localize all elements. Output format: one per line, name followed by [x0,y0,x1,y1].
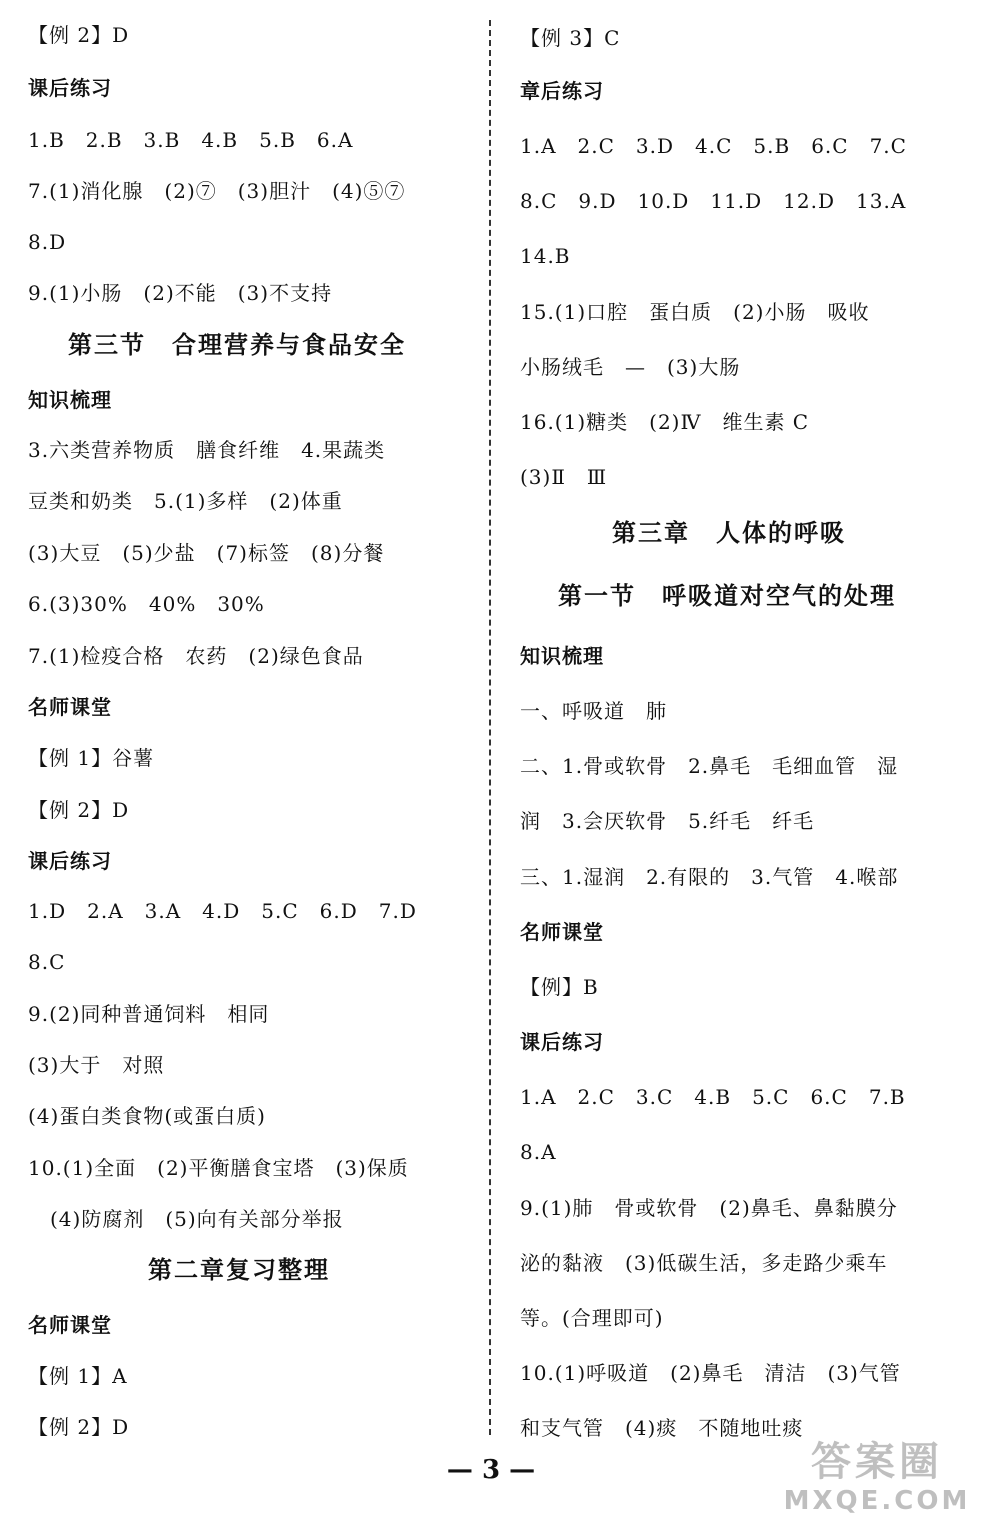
section-heading: 第一节 呼吸道对空气的处理 [558,582,896,610]
answer-line: 8.C [28,950,66,974]
answer-line: 8.A [520,1140,557,1164]
answer-line: (3)大豆 (5)少盐 (7)标签 (8)分餐 [28,541,385,565]
page-number: — 3 — [446,1455,536,1485]
answer-line: 三、1.湿润 2.有限的 3.气管 4.喉部 [520,865,899,889]
subsection-label: 章后练习 [520,79,604,103]
answer-line: 泌的黏液 (3)低碳生活，多走路少乘车 [520,1251,888,1275]
answer-line: 【例 3】C [520,26,621,50]
watermark-logo-text: 答案圈 [811,1439,943,1485]
watermark-url: MXQE.COM [783,1486,971,1516]
answer-line: 润 3.会厌软骨 5.纤毛 纤毛 [520,809,815,833]
subsection-label: 知识梳理 [28,388,112,412]
answer-line: 1.A 2.C 3.C 4.B 5.C 6.C 7.B [520,1085,906,1109]
subsection-label: 名师课堂 [28,695,112,719]
answer-line: 【例 1】谷薯 [28,746,155,770]
answer-line: 10.(1)呼吸道 (2)鼻毛 清洁 (3)气管 [520,1361,901,1385]
answer-line: 16.(1)糖类 (2)Ⅳ 维生素 C [520,410,810,434]
subsection-label: 课后练习 [28,76,112,100]
answer-line: 9.(1)小肠 (2)不能 (3)不支持 [28,281,333,305]
column-divider [489,20,491,1435]
watermark [782,1438,972,1528]
answer-line: (3)Ⅱ Ⅲ [520,465,608,489]
answer-line: 8.D [28,230,67,254]
answer-line: 豆类和奶类 5.(1)多样 (2)体重 [28,489,343,513]
answer-line: 9.(2)同种普通饲料 相同 [28,1002,270,1026]
answer-line: 9.(1)肺 骨或软骨 (2)鼻毛、鼻黏膜分 [520,1196,898,1220]
answer-line: 【例 2】D [28,23,130,47]
answer-line: 一、呼吸道 肺 [520,699,667,723]
answer-line: 7.(1)检疫合格 农药 (2)绿色食品 [28,644,364,668]
answer-line: 【例】B [520,975,599,999]
answer-line: 等。(合理即可) [520,1306,664,1330]
answer-line: 【例 2】D [28,1415,130,1439]
answer-line: 【例 1】A [28,1364,128,1388]
section-heading: 第二章复习整理 [148,1256,330,1284]
answer-line: 10.(1)全面 (2)平衡膳食宝塔 (3)保质 [28,1156,409,1180]
subsection-label: 知识梳理 [520,644,604,668]
answer-line: 8.C 9.D 10.D 11.D 12.D 13.A [520,189,907,213]
subsection-label: 课后练习 [28,849,112,873]
answer-line: 和支气管 (4)痰 不随地吐痰 [520,1416,804,1440]
answer-line: (3)大于 对照 [28,1053,165,1077]
answer-line: 1.D 2.A 3.A 4.D 5.C 6.D 7.D [28,899,417,923]
answer-line: 14.B [520,244,571,268]
answer-line: 15.(1)口腔 蛋白质 (2)小肠 吸收 [520,300,870,324]
answer-line: 6.(3)30% 40% 30% [28,592,265,616]
answer-line: 二、1.骨或软骨 2.鼻毛 毛细血管 湿 [520,754,899,778]
answer-line: 小肠绒毛 — (3)大肠 [520,355,741,379]
answer-line: 1.B 2.B 3.B 4.B 5.B 6.A [28,128,354,152]
answer-line: 3.六类营养物质 膳食纤维 4.果蔬类 [28,438,386,462]
answer-line: (4)蛋白类食物(或蛋白质) [28,1104,266,1128]
answer-line: (4)防腐剂 (5)向有关部分举报 [50,1207,344,1231]
answer-line: 7.(1)消化腺 (2)⑦ (3)胆汁 (4)⑤⑦ [28,179,406,203]
section-heading: 第三节 合理营养与食品安全 [68,331,406,359]
subsection-label: 名师课堂 [28,1313,112,1337]
answer-line: 1.A 2.C 3.D 4.C 5.B 6.C 7.C [520,134,907,158]
answer-line: 【例 2】D [28,798,130,822]
section-heading: 第三章 人体的呼吸 [612,519,846,547]
subsection-label: 课后练习 [520,1030,604,1054]
subsection-label: 名师课堂 [520,920,604,944]
